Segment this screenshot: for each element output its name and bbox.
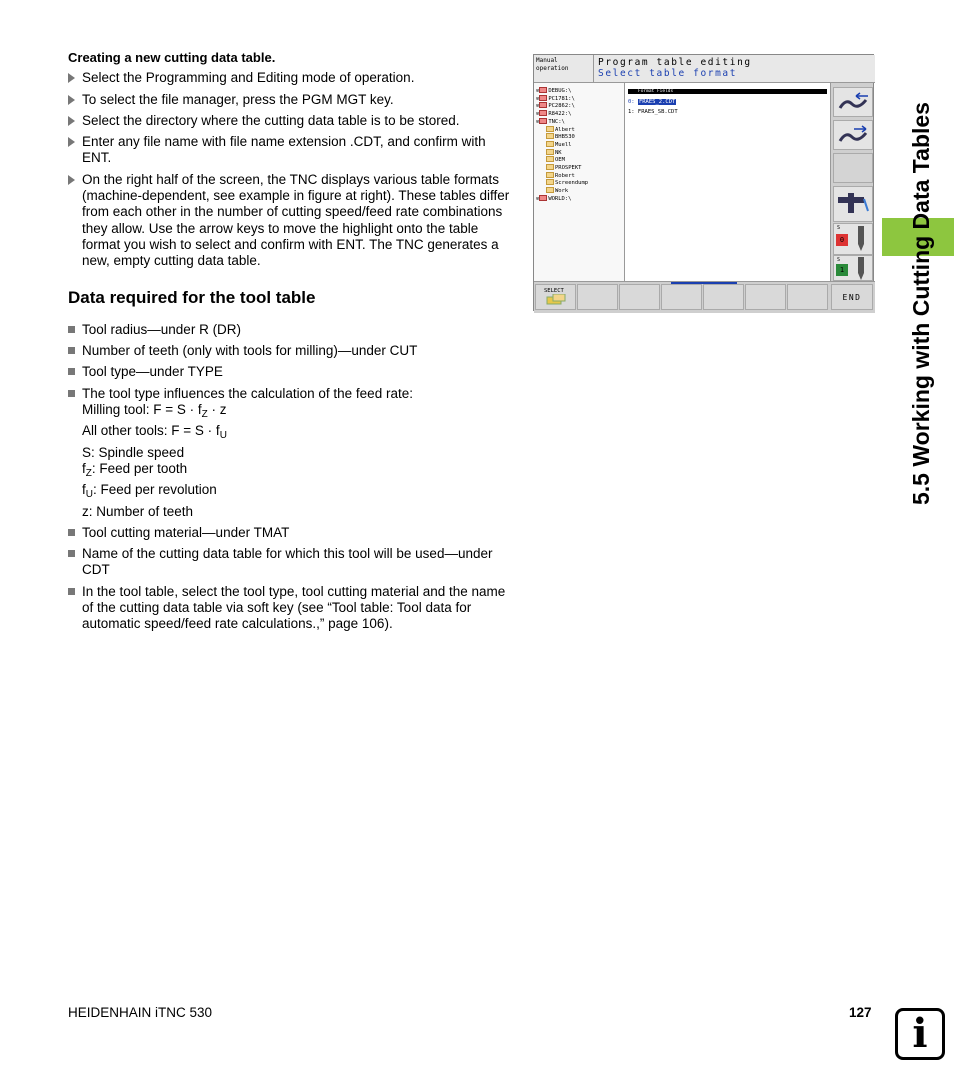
bullet-icon: [68, 390, 75, 397]
tree-item[interactable]: Work: [536, 187, 622, 195]
bullet-cdt: Name of the cutting data table for which this tool will be used—under CDT: [68, 546, 513, 579]
folder-icon: [546, 179, 554, 185]
bullet-icon: [68, 347, 75, 354]
tree-item[interactable]: ⊙ TNC:\: [536, 118, 565, 125]
bullet-icon: [68, 326, 75, 333]
step-4: Enter any file name with file name extension .CDT, and confirm with ENT.: [68, 134, 513, 167]
mode-box: Manual operation: [534, 55, 594, 83]
tnc-screen-figure: [533, 54, 874, 311]
softkey-row: [534, 281, 875, 313]
main-text: [68, 48, 513, 638]
stop-icon: 0: [836, 234, 848, 246]
tree-item[interactable]: ⊙ PC2862:\: [536, 103, 575, 110]
tree-item[interactable]: ⊙ WORLD:\: [536, 195, 572, 202]
drive-icon: [539, 110, 547, 116]
side-chapter-title: 5.5 Working with Cutting Data Tables: [908, 102, 934, 505]
bullet-teeth: Number of teeth (only with tools for milling)—under CUT: [68, 343, 513, 359]
softkey-empty[interactable]: [577, 284, 618, 310]
step-3: Select the directory where the cutting data table is to be stored.: [68, 113, 513, 129]
screen-title: Program table editing Select table format: [594, 55, 875, 83]
folder-icon: [546, 187, 554, 193]
arrow-icon: [68, 137, 75, 147]
softkey-spindle-stop[interactable]: S 0: [833, 223, 873, 255]
folder-icon: [546, 126, 554, 132]
softkey-select[interactable]: SELECT: [535, 284, 576, 310]
directory-tree: [534, 83, 625, 281]
heading-creating: Creating a new cutting data table.: [68, 50, 276, 65]
tree-item[interactable]: Muell: [536, 141, 622, 149]
start-icon: 1: [836, 264, 848, 276]
folder-icon: [546, 172, 554, 178]
softkey-blank[interactable]: [833, 153, 873, 183]
section-title: Data required for the tool table: [68, 287, 316, 307]
softkey-spindle-start[interactable]: S 1: [833, 255, 873, 281]
bullet-type: Tool type—under TYPE: [68, 364, 513, 380]
tree-item[interactable]: ⊙ DEBUG:\: [536, 88, 572, 94]
tree-item[interactable]: ⊙ R8422:\: [536, 111, 572, 118]
arrow-icon: [68, 116, 75, 126]
info-icon: i: [895, 1008, 945, 1060]
tree-item[interactable]: NK: [536, 149, 622, 157]
bullet-icon: [68, 588, 75, 595]
select-hand-icon: [545, 294, 569, 306]
arrow-icon: [68, 73, 75, 83]
step-5: On the right half of the screen, the TNC displays various table formats (machine-dependent, see example in figure at right). These tables differ from each other in the number of cutting speed/feed rate combinations they allow. Use the arrow keys to move the highlight onto the table format you wish to select and confirm with ENT. The TNC generates a new, empty cutting data table.: [68, 172, 513, 270]
bullet-softkey: In the tool table, select the tool type, tool cutting material and the name of the cutting data table via soft key (see “Tool table: Tool data for automatic speed/feed rate calculations.,” page 106).: [68, 584, 513, 633]
step-2: To select the file manager, press the PGM MGT key.: [68, 92, 513, 108]
bullet-icon: [68, 529, 75, 536]
softkey-empty[interactable]: [619, 284, 660, 310]
list-item[interactable]: 0: FRAES_2.CDT: [628, 99, 676, 105]
folder-icon: [546, 133, 554, 139]
bullet-tmat: Tool cutting material—under TMAT: [68, 525, 513, 541]
drive-icon: [539, 118, 547, 124]
faucet-icon: [834, 187, 872, 221]
path-right-icon: [834, 121, 872, 149]
vertical-softkeys: [831, 83, 875, 281]
softkey-end[interactable]: END: [831, 284, 873, 310]
page-number: 127: [849, 1005, 872, 1020]
tree-item[interactable]: Screendump: [536, 179, 622, 187]
folder-icon: [546, 164, 554, 170]
bullet-icon: [68, 550, 75, 557]
spindle-icon: [854, 226, 868, 252]
path-left-icon: [834, 88, 872, 116]
folder-icon: [546, 156, 554, 162]
folder-icon: [546, 149, 554, 155]
tree-item[interactable]: ⊙ PC1781:\: [536, 95, 575, 102]
softkey-back[interactable]: [833, 87, 873, 117]
spindle-icon: [854, 257, 868, 281]
tree-item[interactable]: Albert: [536, 126, 622, 134]
softkey-empty[interactable]: [787, 284, 828, 310]
softkey-coolant[interactable]: [833, 186, 873, 222]
softkey-empty[interactable]: [661, 284, 702, 310]
softkey-empty[interactable]: [703, 284, 744, 310]
drive-icon: [539, 95, 547, 101]
arrow-icon: [68, 175, 75, 185]
step-1: Select the Programming and Editing mode of operation.: [68, 70, 513, 86]
footer-text: HEIDENHAIN iTNC 530: [68, 1005, 213, 1020]
tree-item[interactable]: BHB530: [536, 133, 622, 141]
list-item[interactable]: 1: FRAES_SB.CDT: [628, 109, 678, 115]
tree-item[interactable]: OEM: [536, 156, 622, 164]
format-list: [625, 83, 831, 281]
drive-icon: [539, 87, 547, 93]
bullet-icon: [68, 368, 75, 375]
bullet-radius: Tool radius—under R (DR): [68, 322, 513, 338]
tree-item[interactable]: Robert: [536, 172, 622, 180]
list-header: Format Fields: [628, 89, 827, 94]
folder-icon: [546, 141, 554, 147]
softkey-forward[interactable]: [833, 120, 873, 150]
bullet-feed-formula: The tool type influences the calculation of the feed rate: Milling tool: $F = S \cdot f_Z \cdot z$ All other tools: $F = S \cdot f_U$ S: Spindle speed $f_Z$: Feed per tooth $f_U$: Feed per revolution z: Number of teeth: [68, 386, 513, 520]
arrow-icon: [68, 95, 75, 105]
drive-icon: [539, 195, 547, 201]
tree-item[interactable]: PROSPEKT: [536, 164, 622, 172]
softkey-empty[interactable]: [745, 284, 786, 310]
drive-icon: [539, 102, 547, 108]
